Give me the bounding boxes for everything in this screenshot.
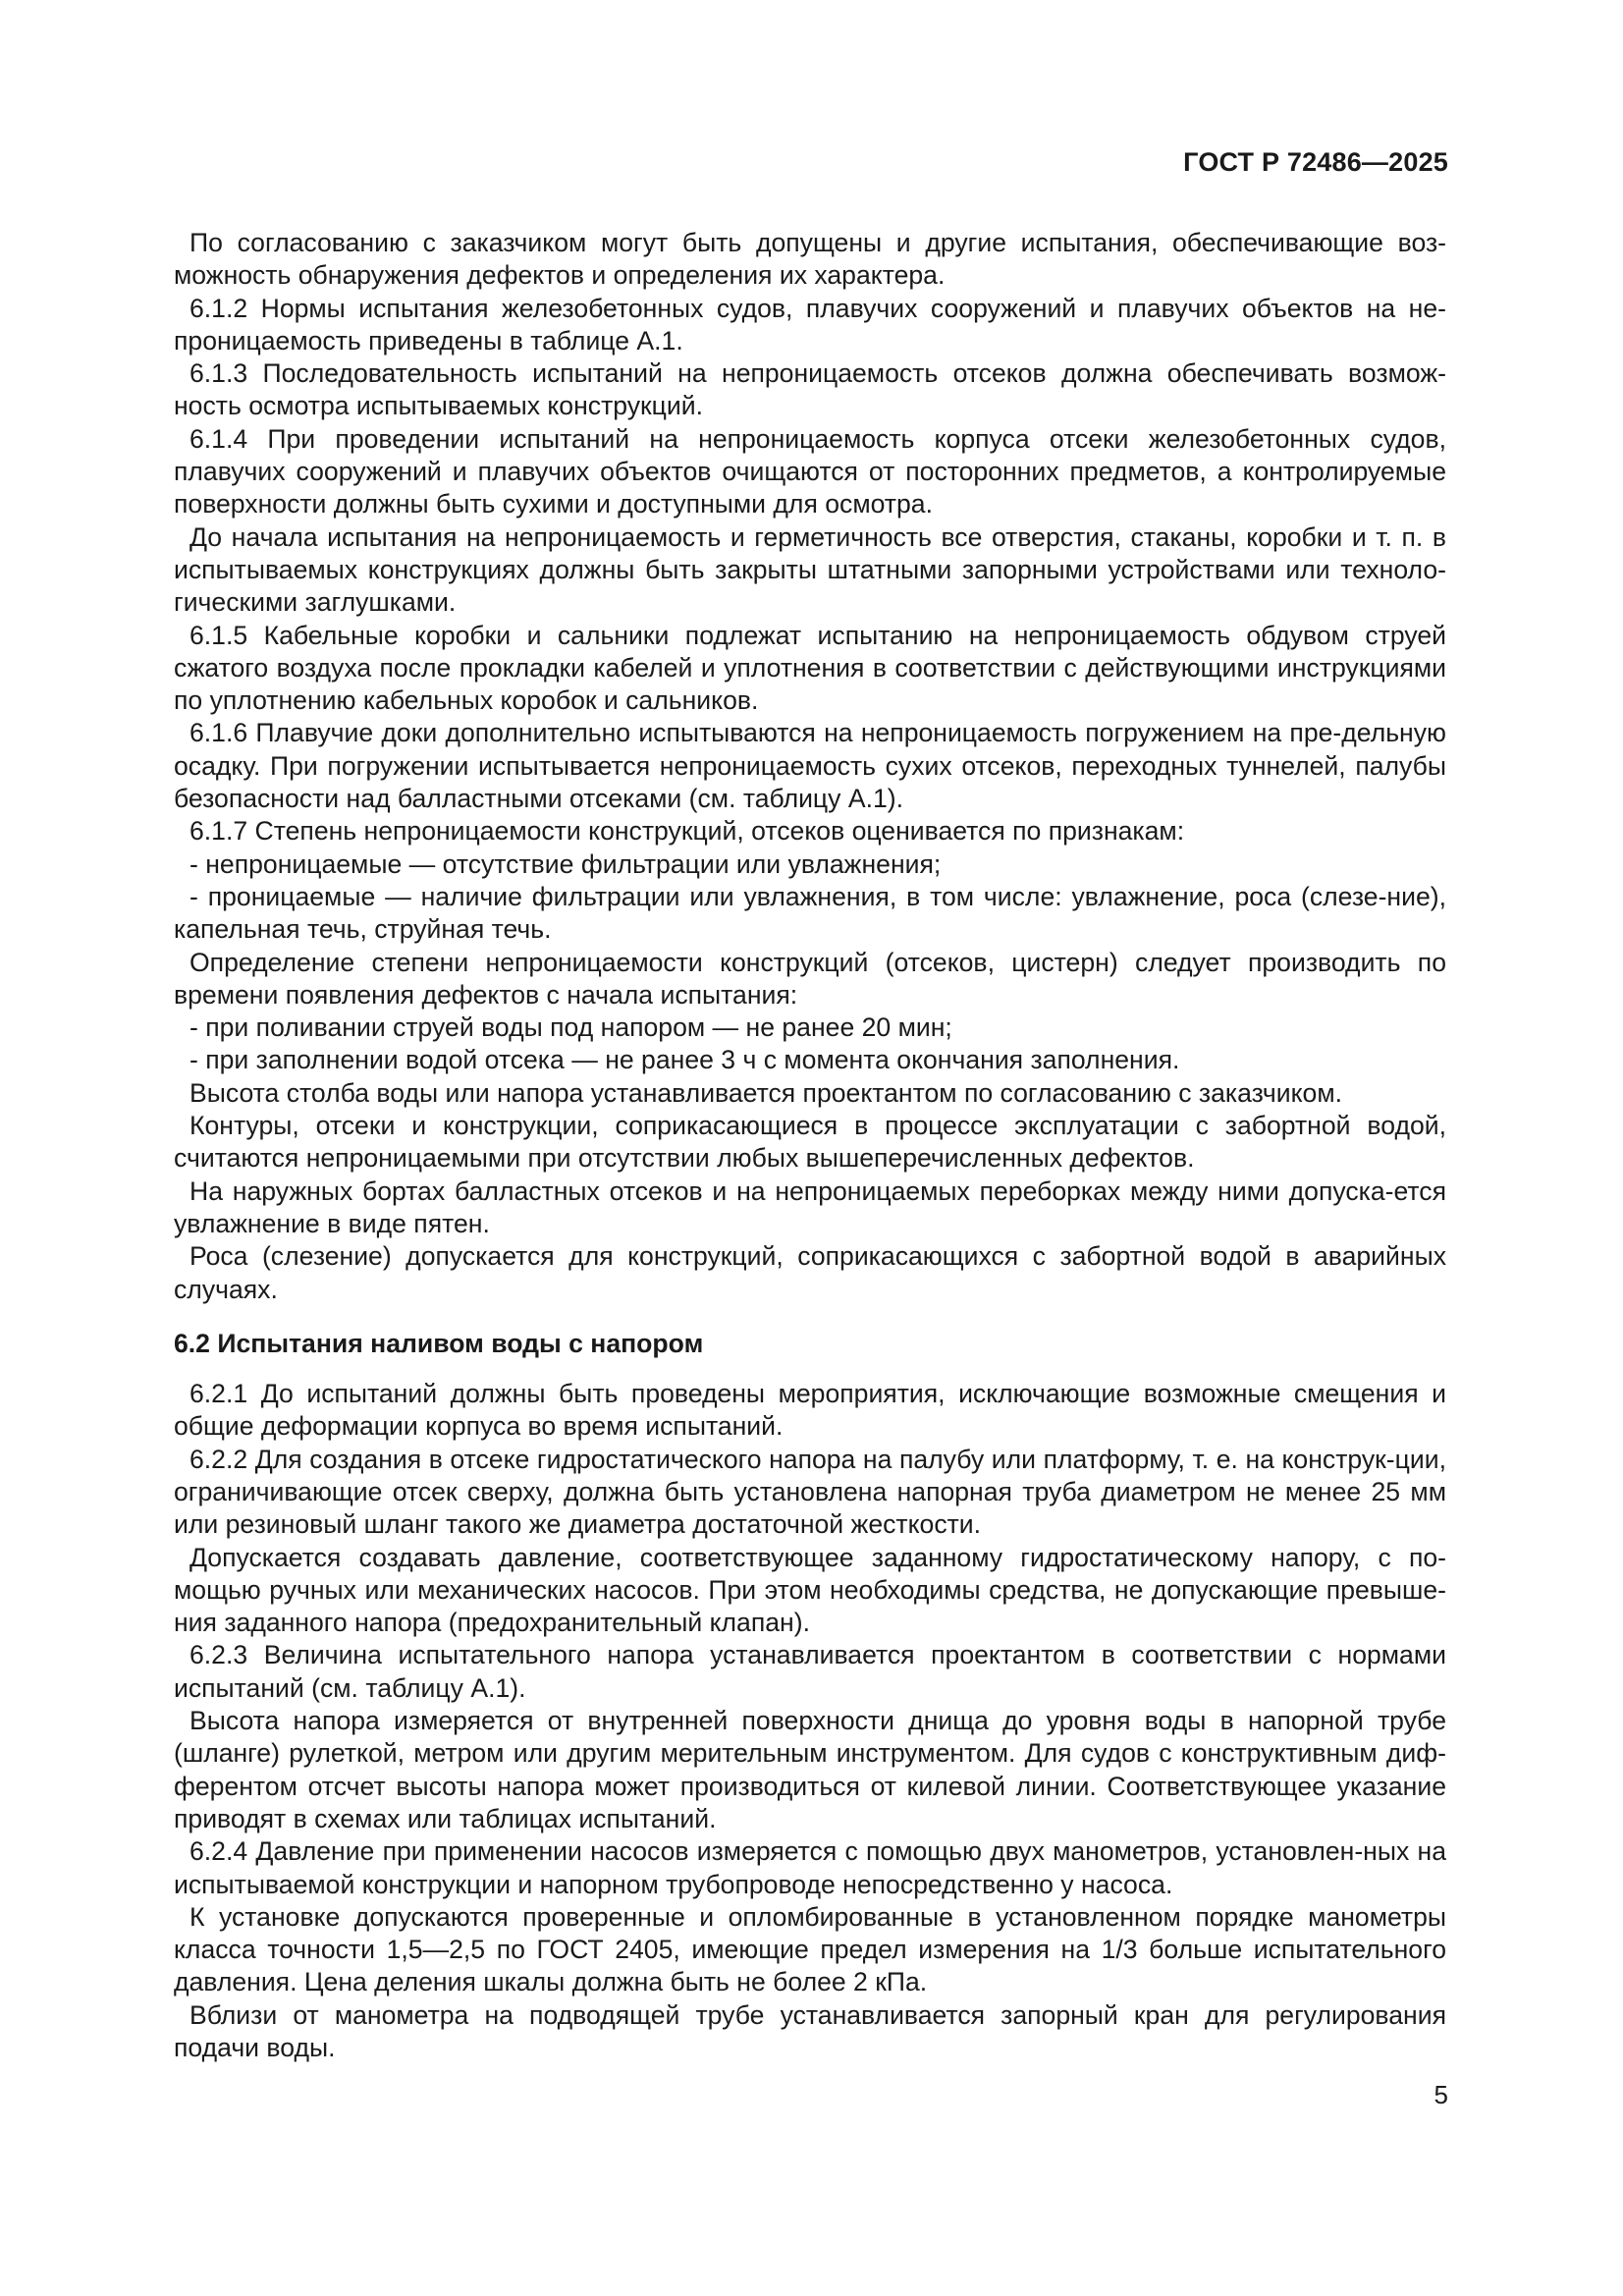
list-item: - непроницаемые — отсутствие фильтрации или увлажнения; xyxy=(189,848,942,879)
paragraph: 6.1.3 Последовательность испытаний на непроницаемость отсеков должна обеспечивать возмож-ность осмотра испытываемых конструкций. xyxy=(174,358,1446,421)
paragraph: Определение степени непроницаемости конструкций (отсеков, цистерн) следует производить по времени появления дефектов с начала испытания: xyxy=(174,947,1446,1010)
paragraph: 6.1.4 При проведении испытаний на непроницаемость корпуса отсеки железобетонных судов, плавучих сооружений и плавучих объектов очищаются от посторонних предметов, а контролируемые поверхности должны быть сухими и доступными для осмотра. xyxy=(174,423,1446,519)
page-number: 5 xyxy=(1434,2080,1448,2109)
paragraph: 6.1.6 Плавучие доки дополнительно испытываются на непроницаемость погружением на пре-дельную осадку. При погружении испытывается непроницаемость сухих отсеков, переходных туннелей, палубы безопасности над балластными отсеками (см. таблицу А.1). xyxy=(174,718,1446,814)
paragraph: Контуры, отсеки и конструкции, соприкасающиеся в процессе эксплуатации с забортной водой, считаются непроницаемыми при отсутствии любых вышеперечисленных дефектов. xyxy=(174,1111,1446,1174)
paragraph: 6.1.5 Кабельные коробки и сальники подлежат испытанию на непроницаемость обдувом струей сжатого воздуха после прокладки кабелей и уплотнения в соответствии с действующими инструкциями по уплотнению кабельных коробок и сальников. xyxy=(174,620,1446,716)
paragraph: На наружных бортах балластных отсеков и на непроницаемых переборках между ними допуска-ется увлажнение в виде пятен. xyxy=(174,1175,1446,1238)
paragraph: Высота столба воды или напора устанавливается проектантом по согласованию с заказчиком. xyxy=(189,1077,1343,1108)
list-item: - проницаемые — наличие фильтрации или увлажнения, в том числе: увлажнение, роса (слезе-ние), капельная течь, струйная течь. xyxy=(174,881,1446,945)
paragraph: По согласованию с заказчиком могут быть допущены и другие испытания, обеспечивающие воз-можность обнаружения дефектов и определения их характера. xyxy=(174,228,1446,291)
list-item: - при поливании струей воды под напором — не ранее 20 мин; xyxy=(189,1012,952,1043)
paragraph: 6.1.7 Степень непроницаемости конструкций, отсеков оценивается по признакам: xyxy=(189,816,1185,847)
paragraph: 6.2.1 До испытаний должны быть проведены мероприятия, исключающие возможные смещения и общие деформации корпуса во время испытаний. xyxy=(174,1379,1446,1442)
paragraph: 6.2.2 Для создания в отсеке гидростатического напора на палубу или платформу, т. е. на конструк-ции, ограничивающие отсек сверху, должна быть установлена напорная труба диаметром не менее 25 мм или резиновый шланг такого же диаметра достаточной жесткости. xyxy=(174,1444,1446,1540)
list-item: - при заполнении водой отсека — не ранее 3 ч с момента окончания заполнения. xyxy=(189,1045,1180,1075)
paragraph: До начала испытания на непроницаемость и герметичность все отверстия, стаканы, коробки и т. п. в испытываемых конструкциях должны быть закрыты штатными запорными устройствами или техноло-гическими заглушками. xyxy=(174,521,1446,618)
paragraph: 6.2.4 Давление при применении насосов измеряется с помощью двух манометров, установлен-ных на испытываемой конструкции и напорном трубопроводе непосредственно у насоса. xyxy=(174,1836,1446,1899)
body-text xyxy=(174,227,1446,2064)
paragraph: Вблизи от манометра на подводящей трубе устанавливается запорный кран для регулирования подачи воды. xyxy=(174,1999,1446,2063)
paragraph: 6.1.2 Нормы испытания железобетонных судов, плавучих сооружений и плавучих объектов на не-проницаемость приведены в таблице А.1. xyxy=(174,293,1446,355)
paragraph: 6.2.3 Величина испытательного напора устанавливается проектантом в соответствии с нормами испытаний (см. таблицу А.1). xyxy=(174,1640,1446,1703)
paragraph: Допускается создавать давление, соответствующее заданному гидростатическому напору, с по-мощью ручных или механических насосов. При этом необходимы средства, не допускающие превыше-ния заданного напора (предохранительный клапан). xyxy=(174,1542,1446,1638)
document-code: ГОСТ Р 72486—2025 xyxy=(1183,147,1448,177)
section-heading: 6.2 Испытания наливом воды с напором xyxy=(174,1328,704,1358)
paragraph: Роса (слезение) допускается для конструкций, соприкасающихся с забортной водой в аварийных случаях. xyxy=(174,1241,1446,1304)
paragraph: К установке допускаются проверенные и опломбированные в установленном порядке манометры класса точности 1,5—2,5 по ГОСТ 2405, имеющие предел измерения на 1/3 больше испытательного давления. Цена деления шкалы должна быть не более 2 кПа. xyxy=(174,1901,1446,1997)
paragraph: Высота напора измеряется от внутренней поверхности днища до уровня воды в напорной трубе (шланге) рулеткой, метром или другим мерительным инструментом. Для судов с конструктивным диф-ферентом отсчет высоты напора может производиться от килевой линии. Соответствующее указание приводят в схемах или таблицах испытаний. xyxy=(174,1706,1446,1833)
